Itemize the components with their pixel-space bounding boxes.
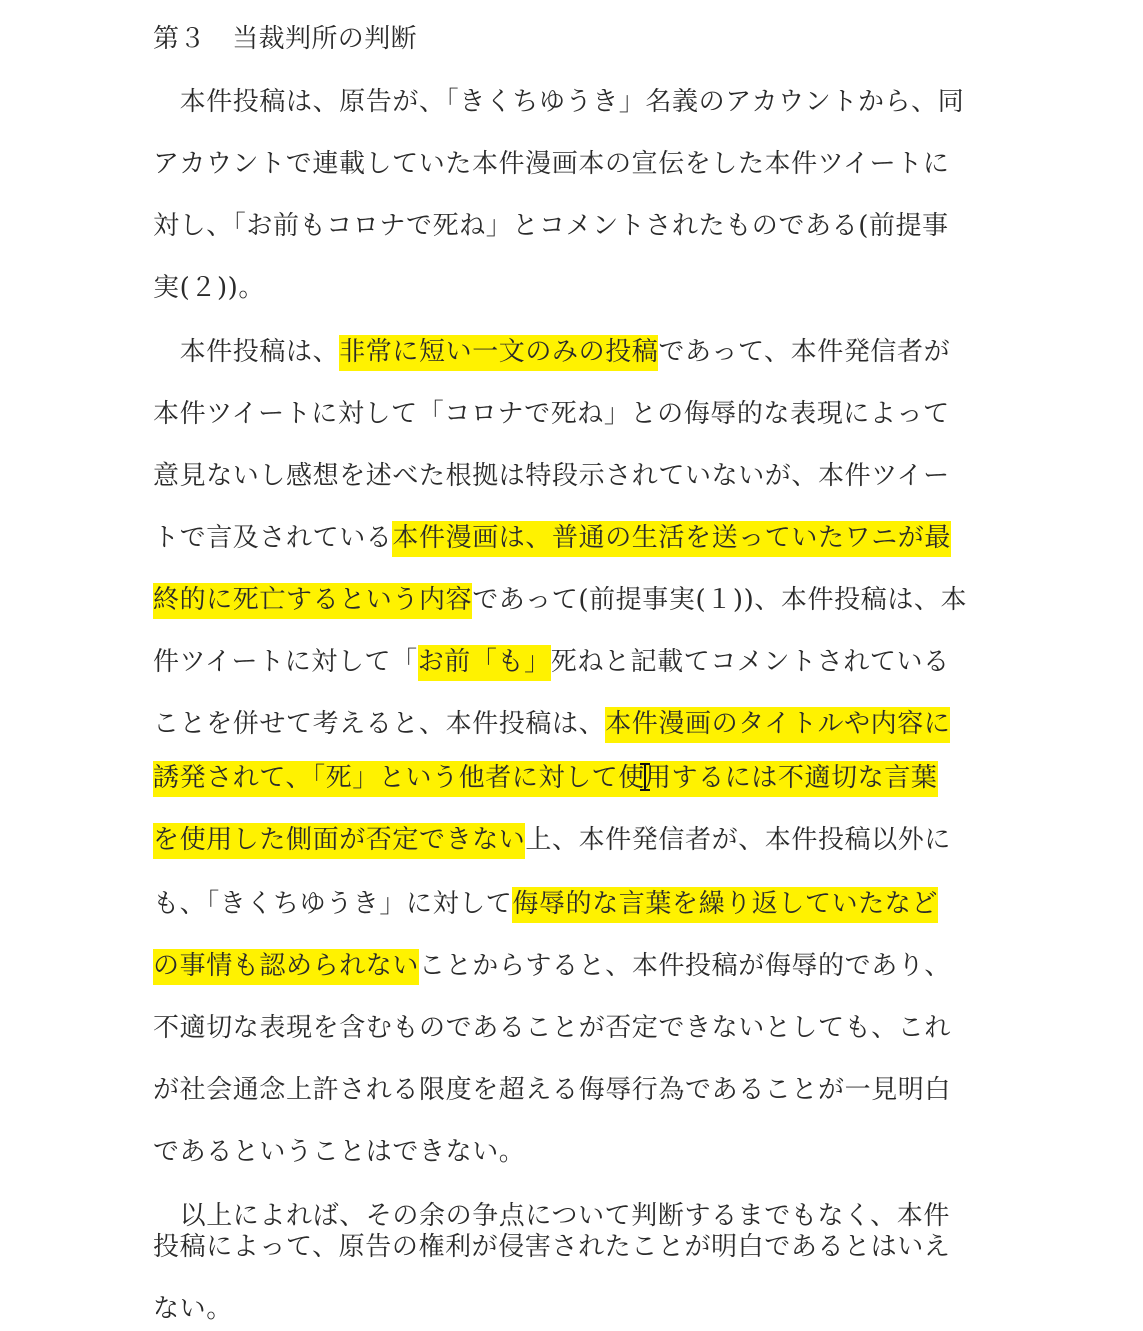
body-text: 死ねと記載てコメントされている (550, 647, 950, 677)
highlighted-text: 本件漫画は、普通の生活を送っていたワニが最 (392, 521, 951, 557)
highlighted-text: の事情も認められない (153, 949, 419, 985)
body-text: トで言及されている (153, 523, 393, 553)
paragraph2-line (153, 330, 998, 374)
paragraph1-line (153, 80, 998, 124)
section-heading: 第３ 当裁判所の判断 (153, 24, 418, 54)
highlighted-text: 非常に短い一文のみの投稿 (339, 335, 658, 371)
body-text: ことからすると、本件投稿が侮辱的であり、 (419, 951, 952, 981)
paragraph2-line (153, 1068, 998, 1112)
body-text: 本件投稿は、原告が、「きくちゆうき」名義のアカウントから、同 (153, 87, 965, 117)
paragraph3-line (153, 1287, 998, 1331)
highlighted-text: 誘発されて、「死」という他者に対して使 (153, 761, 645, 797)
body-text: 本件ツイートに対して「コロナで死ね」との侮辱的な表現によって (153, 399, 950, 429)
paragraph2-line (153, 454, 998, 498)
body-text: 本件投稿は、 (153, 337, 340, 367)
paragraph2-line (153, 882, 998, 926)
paragraph2-line (153, 702, 998, 746)
highlighted-text: 侮辱的な言葉を繰り返していたなど (512, 887, 938, 923)
paragraph2-line (153, 392, 998, 436)
body-text: が社会通念上許される限度を超える侮辱行為であることが一見明白 (153, 1075, 952, 1105)
paragraph2-line (153, 944, 998, 988)
paragraph2-line (153, 516, 998, 560)
highlighted-text: 終的に死亡するという内容 (153, 583, 472, 619)
paragraph3-line (153, 1225, 998, 1269)
body-text: 上、本件発信者が、本件投稿以外に (525, 825, 952, 855)
body-text: アカウントで連載していた本件漫画本の宣伝をした本件ツイートに (153, 149, 950, 179)
highlighted-text: 本件漫画のタイトルや内容に (605, 707, 950, 743)
body-text: 不適切な表現を含むものであることが否定できないとしても、これ (153, 1013, 952, 1043)
paragraph2-line (153, 640, 998, 684)
paragraph1-line (153, 204, 998, 248)
paragraph2-line (153, 818, 998, 862)
body-text: ない。 (153, 1294, 233, 1324)
highlighted-text: を使用した側面が否定できない (153, 823, 525, 859)
paragraph2-line (153, 578, 998, 622)
body-text: であって、本件発信者が (658, 337, 951, 367)
paragraph1-line (153, 142, 998, 186)
body-text: 意見ないし感想を述べた根拠は特段示されていないが、本件ツイー (153, 461, 950, 491)
body-text: も、「きくちゆうき」に対して (153, 889, 513, 919)
paragraph1-line (153, 266, 998, 310)
highlighted-text: お前「も」 (418, 645, 551, 681)
body-text: であるということはできない。 (153, 1137, 526, 1167)
body-text: 以上によれば、その余の争点について判断するまでもなく、本件 (153, 1201, 950, 1231)
highlighted-text: 用するには不適切な言葉 (645, 761, 938, 797)
paragraph2-line (153, 756, 998, 800)
body-text: 実(２))。 (153, 273, 266, 303)
body-text: であって(前提事実(１))、本件投稿は、本 (472, 585, 968, 615)
body-text: 対し、「お前もコロナで死ね」とコメントされたものである(前提事 (153, 211, 949, 241)
body-text: 投稿によって、原告の権利が侵害されたことが明白であるとはいえ (153, 1232, 951, 1262)
paragraph2-line (153, 1130, 998, 1174)
body-text: 件ツイートに対して「 (153, 647, 418, 677)
body-text: ことを併せて考えると、本件投稿は、 (153, 709, 606, 739)
paragraph2-line (153, 1006, 998, 1050)
